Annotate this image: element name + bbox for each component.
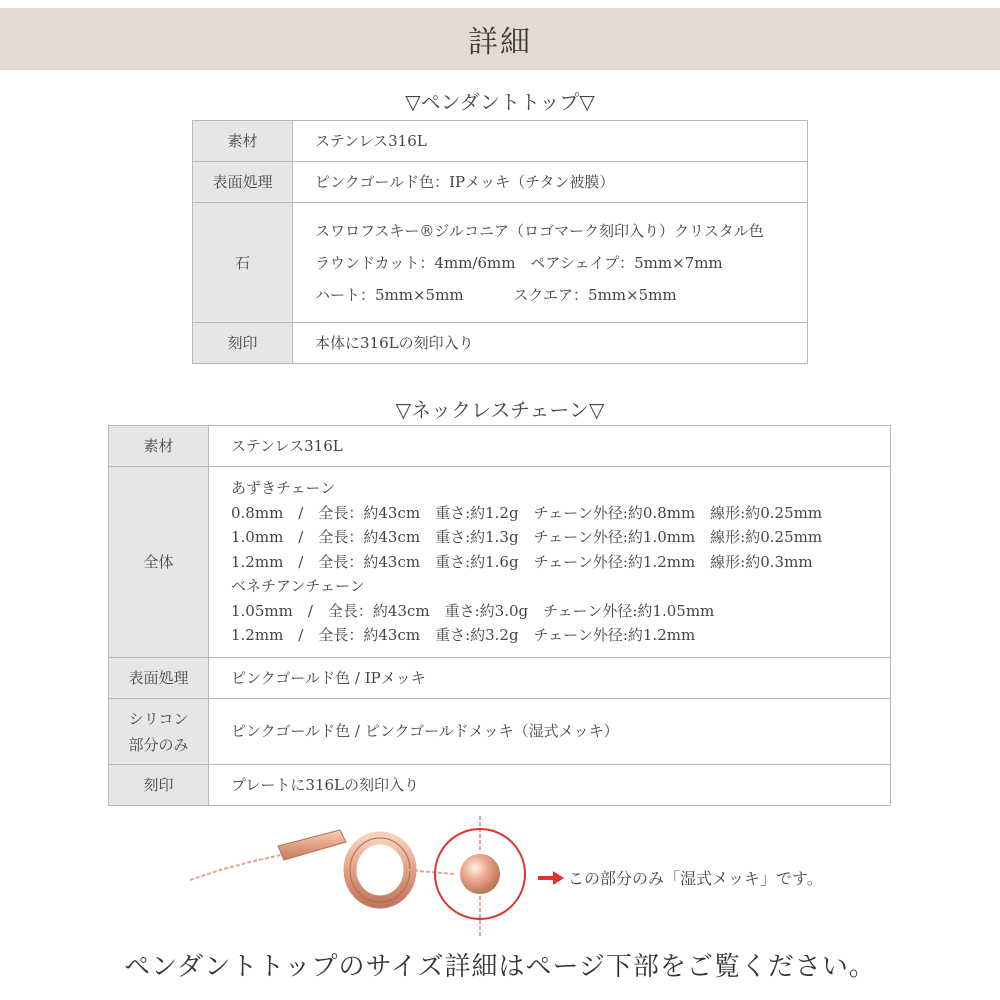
row-value: [209, 658, 891, 699]
value-line: 1.2mm / 全長：約43cm 重さ:約3.2g チェーン外径:約1.2mm: [231, 626, 696, 645]
value-line: ステンレス316L: [231, 436, 343, 455]
row-value: [209, 765, 891, 806]
silicone-ball: [460, 854, 500, 894]
chain-left: [190, 854, 285, 880]
label-line: 部分のみ: [128, 735, 189, 754]
value-line: あずきチェーン: [231, 479, 336, 498]
row-label: 石: [193, 203, 293, 323]
clasp-photo: [190, 808, 550, 938]
table-row: [109, 699, 891, 765]
spring-ring-edge: [350, 838, 410, 902]
row-label: 素材: [109, 426, 209, 467]
pendant-spec-table: [192, 120, 808, 364]
label-line: シリコン: [128, 709, 189, 728]
value-line: 1.2mm / 全長：約43cm 重さ:約1.6g チェーン外径:約1.2mm 線形:約0.3mm: [231, 552, 813, 571]
value-line: プレートに316Lの刻印入り: [231, 775, 419, 794]
value-line: ステンレス316L: [315, 131, 427, 150]
callout-text: この部分のみ「湿式メッキ」です。: [568, 869, 823, 888]
row-value: [209, 467, 891, 658]
pendant-section-title: ▽ペンダントトップ▽: [405, 90, 595, 114]
row-label: 表面処理: [109, 658, 209, 699]
header-banner: [0, 8, 1000, 70]
row-label: 全体: [109, 467, 209, 658]
row-value: [293, 121, 808, 162]
size-detail-note: ペンダントトップのサイズ詳細はページ下部をご覧ください。: [124, 952, 876, 982]
value-line: 0.8mm / 全長：約43cm 重さ:約1.2g チェーン外径:約0.8mm 線形:約0.25mm: [231, 503, 823, 522]
value-line: 1.0mm / 全長：約43cm 重さ:約1.3g チェーン外径:約1.0mm 線形:約0.25mm: [231, 528, 823, 547]
value-line: ハート：5mm×5mm スクエア：5mm×5mm: [315, 285, 677, 304]
chain-spec-table: [108, 425, 891, 806]
row-value: [209, 426, 891, 467]
value-line: ピンクゴールド色 / ピンクゴールドメッキ（湿式メッキ）: [231, 722, 619, 741]
clasp-plate: [278, 830, 346, 860]
row-value: [293, 162, 808, 203]
table-row: [193, 121, 808, 162]
table-row: [109, 467, 891, 658]
table-row: [193, 162, 808, 203]
row-value: [293, 203, 808, 323]
row-label: 表面処理: [193, 162, 293, 203]
value-line: ラウンドカット：4mm/6mm ペアシェイプ：5mm×7mm: [315, 253, 723, 272]
red-arrow-icon: [538, 871, 564, 885]
page-title: 詳細: [468, 25, 532, 60]
table-row: [109, 765, 891, 806]
table-row: [193, 203, 808, 323]
value-line: 本体に316Lの刻印入り: [315, 333, 474, 352]
row-label: 刻印: [109, 765, 209, 806]
value-line: 1.05mm / 全長：約43cm 重さ:約3.0g チェーン外径:約1.05mm: [231, 601, 715, 620]
table-row: [193, 323, 808, 364]
value-line: ピンクゴールド色 / IPメッキ: [231, 668, 426, 687]
value-line: スワロフスキー®ジルコニア（ロゴマーク刻印入り）クリスタル色: [315, 221, 764, 240]
chain-section-title: ▽ネックレスチェーン▽: [395, 398, 605, 422]
table-row: [109, 426, 891, 467]
row-label: 素材: [193, 121, 293, 162]
value-line: ピンクゴールド色：IPメッキ（チタン被膜）: [315, 172, 615, 191]
row-value: [293, 323, 808, 364]
wet-plating-note: [538, 866, 823, 889]
table-row: [109, 658, 891, 699]
row-label: 刻印: [193, 323, 293, 364]
row-label: [109, 699, 209, 765]
value-line: ベネチアンチェーン: [231, 577, 365, 596]
row-value: [209, 699, 891, 765]
